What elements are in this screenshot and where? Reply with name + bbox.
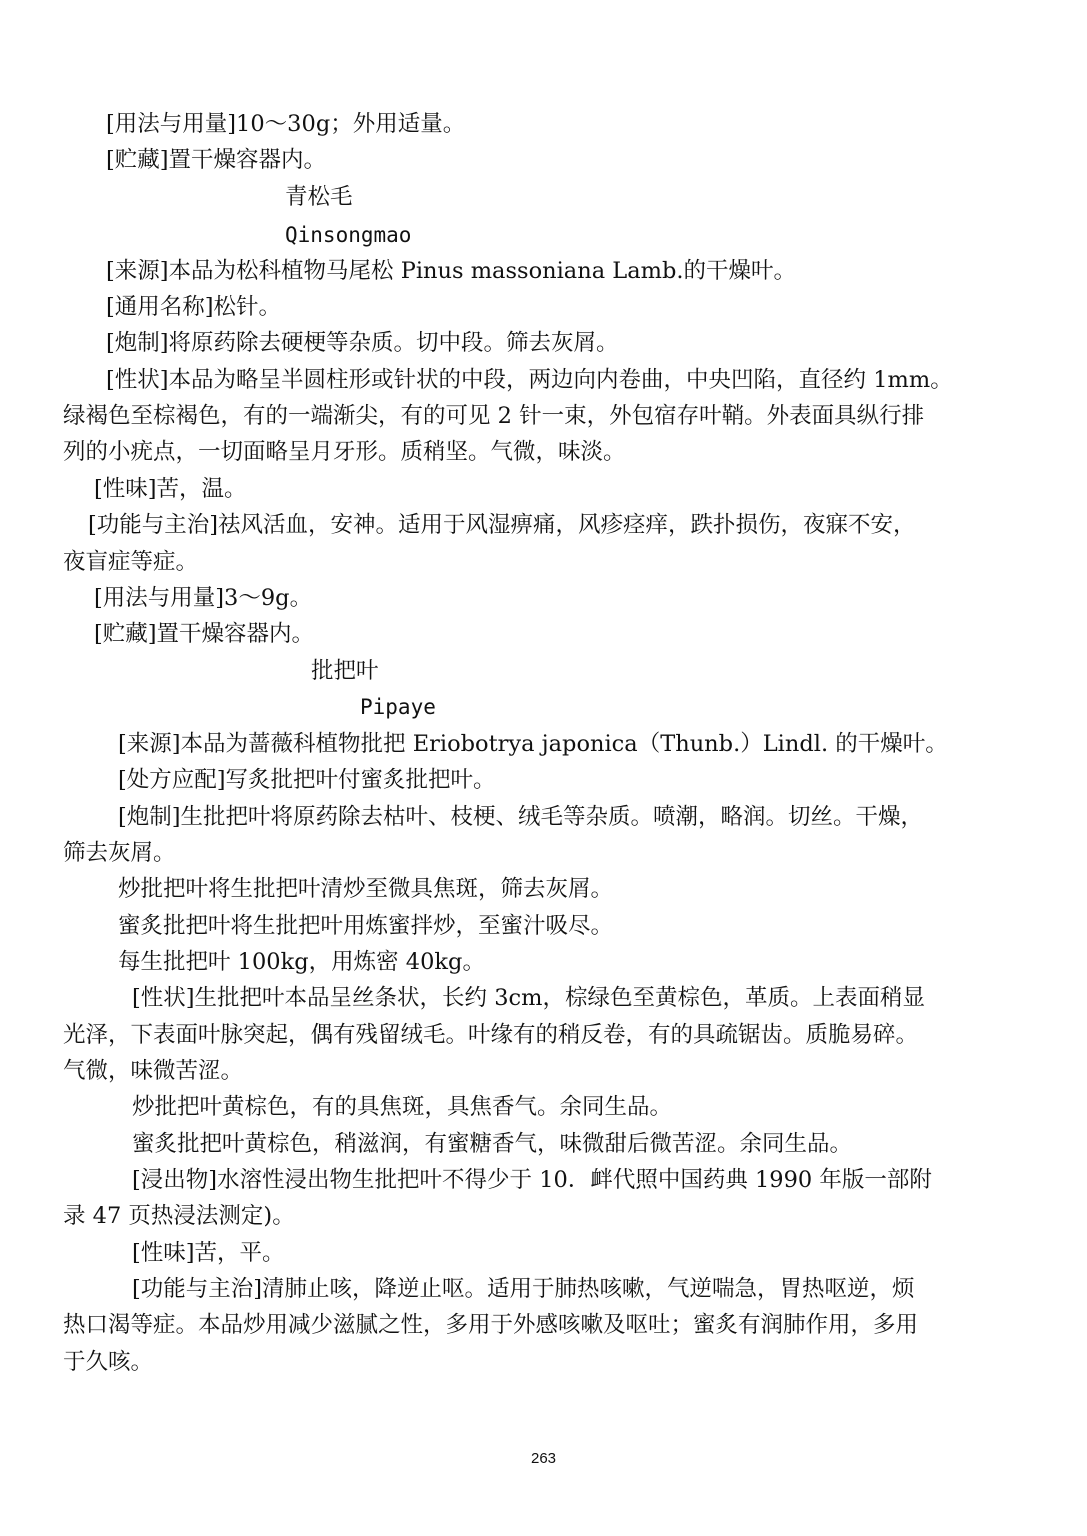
text-line-usage-1: [用法与用量]10～30g；外用适量。 — [106, 111, 466, 137]
text-line-function-1a: [功能与主治]祛风活血，安神。适用于风湿痹痛，风疹痉痒，跌扑损伤，夜寐不安， — [88, 512, 916, 538]
text-line-description-1c: 列的小疣点，一切面略呈月牙形。质稍坚。气微，味淡。 — [63, 439, 626, 465]
entry-title-qinsongmao: 青松毛 — [285, 184, 353, 210]
text-line-processing-1: [炮制]将原药除去硬梗等杂质。切中段。筛去灰屑。 — [106, 330, 619, 356]
text-line-usage-2: [用法与用量]3～9g。 — [94, 585, 313, 611]
text-line-processing-2d: 蜜炙批把叶将生批把叶用炼蜜拌炒，至蜜汁吸尽。 — [118, 913, 614, 939]
text-line-common-name: [通用名称]松针。 — [106, 294, 282, 320]
text-line-description-2d: 炒批把叶黄棕色，有的具焦斑，具焦香气。余同生品。 — [132, 1094, 673, 1120]
text-line-function-2b: 热口渴等症。本品炒用减少滋腻之性，多用于外感咳嗽及呕吐；蜜炙有润肺作用，多用 — [63, 1312, 919, 1338]
text-line-description-2c: 气微，味微苦涩。 — [63, 1058, 244, 1084]
text-line-processing-2e: 每生批把叶 100kg，用炼密 40kg。 — [118, 949, 485, 975]
text-line-prescription: [处方应配]写炙批把叶付蜜炙批把叶。 — [118, 767, 496, 793]
text-line-processing-2a: [炮制]生批把叶将原药除去枯叶、枝梗、绒毛等杂质。喷潮，略润。切丝。干燥， — [118, 804, 924, 830]
page-number: 263 — [530, 1450, 557, 1467]
text-line-description-2a: [性状]生批把叶本品呈丝条状，长约 3cm，棕绿色至黄棕色，革质。上表面稍显 — [132, 985, 925, 1011]
text-line-description-2e: 蜜炙批把叶黄棕色，稍滋润，有蜜糖香气，味微甜后微苦涩。余同生品。 — [132, 1131, 853, 1157]
text-line-source-1: [来源]本品为松科植物马尾松 Pinus massoniana Lamb.的干燥叶。 — [106, 258, 797, 284]
text-line-extract-a: [浸出物]水溶性浸出物生批把叶不得少于 10．衅代照中国药典 1990 年版一部附 — [132, 1167, 932, 1193]
text-line-source-2: [来源]本品为蔷薇科植物批把 Eriobotrya japonica（Thunb.）Lindl. 的干燥叶。 — [118, 731, 948, 757]
text-line-description-1a: [性状]本品为略呈半圆柱形或针状的中段，两边向内卷曲，中央凹陷，直径约 1mm。 — [106, 367, 953, 393]
text-line-function-2c: 于久咳。 — [63, 1349, 154, 1375]
text-line-storage-2: [贮藏]置干燥容器内。 — [94, 621, 315, 647]
text-line-description-2b: 光泽，下表面叶脉突起，偶有残留绒毛。叶缘有的稍反卷，有的具疏锯齿。质脆易碎。 — [63, 1022, 919, 1048]
entry-title-pipaye: 批把叶 — [311, 658, 379, 684]
text-line-description-1b: 绿褐色至棕褐色，有的一端渐尖，有的可见 2 针一束，外包宿存叶鞘。外表面具纵行排 — [63, 403, 925, 429]
text-line-nature-1: [性味]苦，温。 — [94, 476, 247, 502]
text-line-function-1b: 夜盲症等症。 — [63, 549, 199, 575]
text-line-extract-b: 录 47 页热浸法测定)。 — [63, 1203, 295, 1229]
entry-pinyin-qinsongmao: Qinsongmao — [285, 223, 412, 247]
entry-pinyin-pipaye: Pipaye — [360, 695, 436, 719]
text-line-function-2a: [功能与主治]清肺止咳，降逆止呕。适用于肺热咳嗽，气逆喘急，胃热呕逆，烦 — [132, 1276, 915, 1302]
text-line-processing-2b: 筛去灰屑。 — [63, 840, 176, 866]
text-line-processing-2c: 炒批把叶将生批把叶清炒至微具焦斑，筛去灰屑。 — [118, 876, 614, 902]
text-line-nature-2: [性味]苦，平。 — [132, 1240, 285, 1266]
text-line-storage-1: [贮藏]置干燥容器内。 — [106, 147, 327, 173]
